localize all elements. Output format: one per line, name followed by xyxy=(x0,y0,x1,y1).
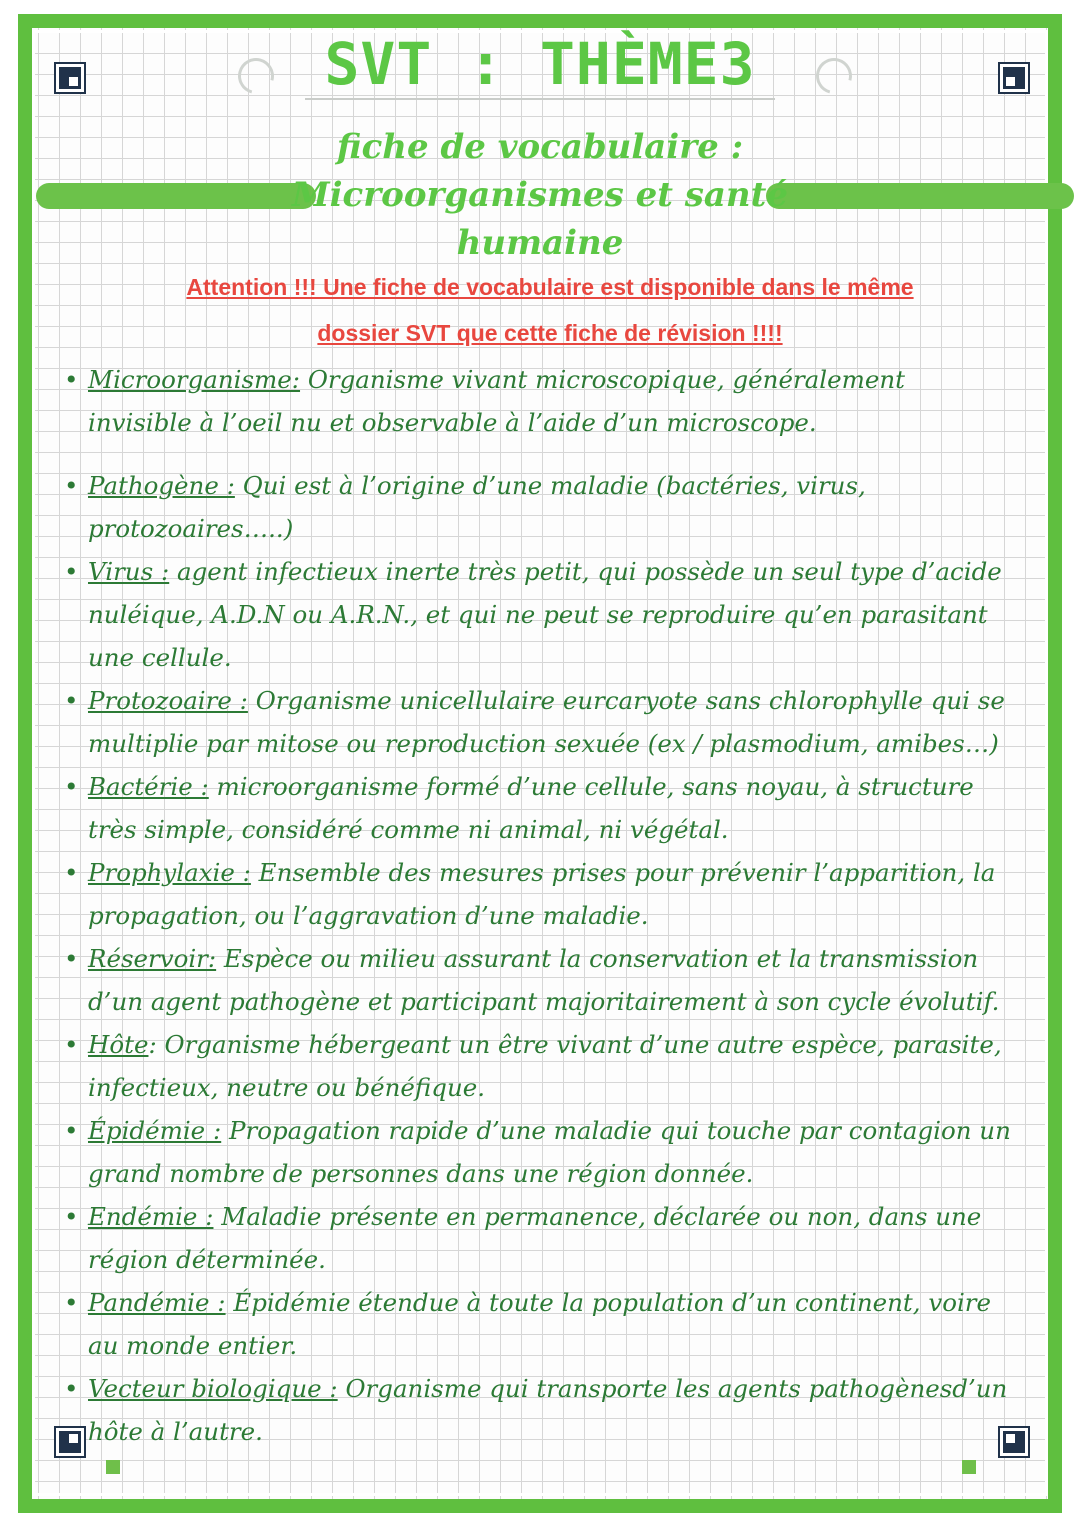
warning-text: dossier SVT que cette fiche de révision !!!! xyxy=(317,320,783,346)
vocab-definition: Maladie présente en permanence, déclarée ou non, dans une région déterminée. xyxy=(88,1202,982,1274)
vocab-entry xyxy=(62,851,1012,937)
vocab-definition: agent infectieux inerte très petit, qui possède un seul type d’acide nuléique, A.D.N ou A.R.N., et qui ne peut se reproduire qu’en parasitant une cellule. xyxy=(88,557,1002,672)
vocab-term: Microorganisme: xyxy=(88,365,301,394)
vocab-entry xyxy=(62,1281,1012,1367)
vocab-definition: Organisme qui transporte les agents pathogènesd’un hôte à l’autre. xyxy=(88,1374,1008,1446)
vocab-term: Pandémie : xyxy=(88,1288,226,1317)
subtitle-line: humaine xyxy=(456,223,624,263)
bullet-icon: • xyxy=(64,944,79,973)
bullet-icon: • xyxy=(64,1202,79,1231)
vocab-term: Réservoir: xyxy=(88,944,217,973)
bullet-icon: • xyxy=(64,686,79,715)
vocab-term: Bactérie : xyxy=(88,772,209,801)
vocab-entry xyxy=(62,1109,1012,1195)
vocab-term: Hôte xyxy=(88,1030,149,1059)
vocab-definition: : Organisme hébergeant un être vivant d’une autre espèce, parasite, infectieux, neutre ou bénéfique. xyxy=(88,1030,1002,1102)
title-underline xyxy=(305,98,775,100)
bullet-icon: • xyxy=(64,1030,79,1059)
subtitle-line: fiche de vocabulaire : xyxy=(336,127,744,167)
vocab-entry xyxy=(62,1023,1012,1109)
vocab-entry xyxy=(62,464,1012,550)
bullet-icon: • xyxy=(64,557,79,586)
vocab-definition: Épidémie étendue à toute la population d’un continent, voire au monde entier. xyxy=(88,1288,991,1360)
vocab-entry xyxy=(62,937,1012,1023)
vocab-entry xyxy=(62,358,1012,444)
vocab-term: Endémie : xyxy=(88,1202,214,1231)
subtitle-line: Microorganismes et santé xyxy=(291,175,788,215)
vocab-definition: Ensemble des mesures prises pour prévenir l’apparition, la propagation, ou l’aggravation d’une maladie. xyxy=(88,858,996,930)
vocab-definition: Espèce ou milieu assurant la conservation et la transmission d’un agent pathogène et participant majoritairement à son cycle évolutif. xyxy=(88,944,1000,1016)
warning-text: Attention !!! Une fiche de vocabulaire est disponible dans le même xyxy=(186,274,914,300)
vocab-term: Prophylaxie : xyxy=(88,858,251,887)
bullet-icon: • xyxy=(64,1288,79,1317)
vocab-term: Protozoaire : xyxy=(88,686,248,715)
vocab-definition: Qui est à l’origine d’une maladie (bactéries, virus, protozoaires…..) xyxy=(88,471,866,543)
page-title: SVT : THÈME3 xyxy=(324,30,756,98)
vocab-definition: Propagation rapide d’une maladie qui touche par contagion un grand nombre de personnes dans une région donnée. xyxy=(88,1116,1011,1188)
bullet-icon: • xyxy=(64,858,79,887)
bullet-icon: • xyxy=(64,1374,79,1403)
vocabulary-list xyxy=(62,358,1012,1453)
vocab-definition: Organisme unicellulaire eurcaryote sans chlorophylle qui se multiplie par mitose ou reproduction sexuée (ex / plasmodium, amibes…) xyxy=(88,686,1005,758)
vocab-term: Épidémie : xyxy=(88,1116,222,1145)
vocab-definition: Organisme vivant microscopique, généralement invisible à l’oeil nu et observable à l’aide d’un microscope. xyxy=(88,365,905,437)
vocab-entry xyxy=(62,550,1012,679)
bullet-icon: • xyxy=(64,365,79,394)
bullet-icon: • xyxy=(64,772,79,801)
bullet-icon: • xyxy=(64,471,79,500)
vocab-term: Virus : xyxy=(88,557,170,586)
bullet-icon: • xyxy=(64,1116,79,1145)
square-ornament-icon xyxy=(962,1460,976,1474)
vocab-term: Vecteur biologique : xyxy=(88,1374,338,1403)
vocab-entry xyxy=(62,1367,1012,1453)
vocab-term: Pathogène : xyxy=(88,471,235,500)
vocab-entry xyxy=(62,765,1012,851)
square-ornament-icon xyxy=(106,1460,120,1474)
vocab-entry xyxy=(62,1195,1012,1281)
vocab-definition: microorganisme formé d’une cellule, sans noyau, à structure très simple, considéré comme ni animal, ni végétal. xyxy=(88,772,974,844)
vocab-entry xyxy=(62,679,1012,765)
